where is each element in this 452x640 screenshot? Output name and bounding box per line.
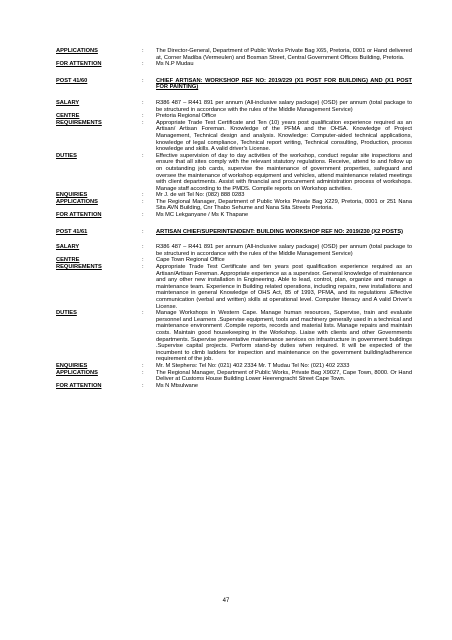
field-label: FOR ATTENTION (56, 61, 102, 68)
field-label: ENQUIRIES (56, 192, 88, 199)
field-label: APPLICATIONS (56, 369, 98, 376)
field-label: CENTRE (56, 257, 80, 264)
colon: : (142, 198, 144, 205)
field-value: Ms MC Lekganyane / Ms K Thapane (156, 212, 249, 219)
colon: : (142, 48, 144, 54)
field-value: The Director-General, Department of Public Works Private Bag X65, Pretoria, 0001 or Hand delivered at, Corner Madiba (Vermeulen) and Bosman Street, Central Government Offices Building, Pretoria. (156, 48, 412, 61)
colon: : (142, 192, 144, 199)
field-value: Appropriate Trade Test Certificate and ten years post qualification experience required as an Artisan/Artisan Foreman. Appropriate experience as a supervisor. General knowledge of maintenance and any other new installation in Engineering. Able to lead, control, plan, organize and manage a maintenance team. Experience in Building related operations, including repairs, new installations and maintenance in general Knowledge of OHS Act, 85 of 1993, PFMA, and its regulations .Effective communication (verbal and written) skills at operational level. Computer literacy and A valid Driver's License. (156, 264, 412, 310)
field-value: Pretoria Regional Office (156, 113, 217, 120)
post-heading-row (56, 78, 412, 91)
colon: : (142, 228, 144, 235)
centre-row (56, 257, 412, 264)
colon: : (142, 77, 144, 84)
field-label: REQUIREMENTS (56, 264, 102, 271)
field-value: Effective supervision of day to day activities of the workshop, conduct regular site inspections and ensure that all sites comply with the relevant statutory regulations. Receive, attend to and follow up on outstanding job cards, supervise the maintenance of government properties, safeguard and oversee the maintenance of workshop equipment and vehicles, attend maintenance related meetings with client departments. Assist with financial and procurement administration process of workshops. Manage staff according to the PMDS. Compile reports on Workshop activities. (156, 152, 412, 192)
field-label: SALARY (56, 244, 80, 251)
field-value: Appropriate Trade Test Certificate and Ten (10) years post qualification experience required as an Artisan/ Artisan Foreman. Knowledge of the PFMA and the OHSA. Knowledge of Project Management, Technical design and analysis. Knowledge: Computer-aided technical applications, knowledge of legal compliance, Technical report writing, Technical consulting, Production, process knowledge and skills. A valid driver's License. (156, 119, 412, 153)
field-value: R386 487 – R441 891 per annum (All-inclusive salary package) (OSD) per annum (total package to be structured in accordance with the rules of the Middle Management Service) (156, 99, 412, 113)
applications-row (56, 370, 412, 383)
applications-row (56, 199, 412, 212)
field-label: CENTRE (56, 113, 80, 120)
field-value: Mr. M Stephens: Tel No: (021) 402 2334 Mr. T Mudau Tel No: (021) 402 2333 (156, 362, 350, 369)
colon: : (142, 362, 144, 369)
applications-row (56, 48, 412, 61)
field-value: Ms N Mtsulwane (156, 382, 199, 389)
enquiries-row (56, 363, 412, 370)
colon: : (142, 369, 144, 376)
field-value: Manage Workshops in Western Cape. Manage human resources, Supervise, train and evaluate personnel and Learners .Supervise equipment, tools and machinery generally used in a technical and maintenance environment .Compile reports, records and material lists. Manage repairs and maintain costs. Maintain good housekeeping in the Workshop. Liaise with clients and other Governments departments. Supervise preventative maintenance services on infrastructure in government buildings .Supervise capital projects. Perform stand-by duties when required. It will be expected of the incumbent to climb ladders for inspection and maintenance on the government building/adherence requirement of the job. (156, 310, 412, 363)
field-label: FOR ATTENTION (56, 382, 102, 389)
requirements-row (56, 264, 412, 310)
field-label: REQUIREMENTS (56, 119, 102, 126)
colon: : (142, 61, 144, 68)
colon: : (142, 257, 144, 264)
post-title: CHIEF ARTISAN: WORKSHOP REF NO: 2019/229 (X1 POST FOR BUILDING) AND (X1 POST FOR PAINTING) (156, 77, 412, 91)
field-label: APPLICATIONS (56, 48, 98, 54)
post-title: ARTISAN CHIEF/SUPERINTENDENT: BUILDING WORKSHOP REF NO: 2019/230 (X2 POSTS) (156, 228, 404, 235)
salary-row (56, 244, 412, 257)
field-value: R386 487 – R441 891 per annum (All-inclusive salary package) (OSD) per annum (total package to be structured in accordance with the rules of the Middle Management Service) (156, 244, 412, 257)
colon: : (142, 119, 144, 126)
attention-row (56, 61, 412, 68)
requirements-row (56, 120, 412, 153)
field-value: Mr J. de wit Tel No: (082) 888 0283 (156, 192, 245, 199)
colon: : (142, 99, 144, 106)
post-heading-row (56, 229, 412, 236)
field-label: DUTIES (56, 310, 77, 317)
field-value: Cape Town Regional Office (156, 257, 225, 264)
field-label: FOR ATTENTION (56, 212, 102, 219)
field-value: Ms N.P Mudau (156, 61, 194, 68)
colon: : (142, 113, 144, 120)
colon: : (142, 244, 144, 251)
colon: : (142, 212, 144, 219)
post-number: POST 41/60 (56, 77, 88, 84)
enquiries-row (56, 192, 412, 199)
field-label: ENQUIRIES (56, 362, 88, 369)
attention-row (56, 212, 412, 219)
colon: : (142, 152, 144, 159)
field-label: APPLICATIONS (56, 198, 98, 205)
centre-row (56, 113, 412, 120)
duties-row (56, 310, 412, 363)
document-body (56, 48, 412, 389)
post-number: POST 41/61 (56, 228, 88, 235)
page-number: 47 (222, 598, 230, 604)
colon: : (142, 310, 144, 317)
salary-row (56, 100, 412, 113)
attention-row (56, 383, 412, 390)
duties-row (56, 153, 412, 193)
field-label: DUTIES (56, 152, 77, 159)
field-value: The Regional Manager, Department of Public Works, Private Bag X9027, Cape Town, 8000. Or Hand Deliver at Customs House Building Lower Heerengracht Street Cape Town. (156, 369, 412, 383)
colon: : (142, 382, 144, 389)
field-value: The Regional Manager, Department of Public Works Private Bag X229, Pretoria, 0001 or 251 Nana Sita AVN Building, Cnr Thabo Sehume and Nana Sita Streets Pretoria. (156, 198, 412, 212)
field-label: SALARY (56, 99, 80, 106)
colon: : (142, 264, 144, 271)
